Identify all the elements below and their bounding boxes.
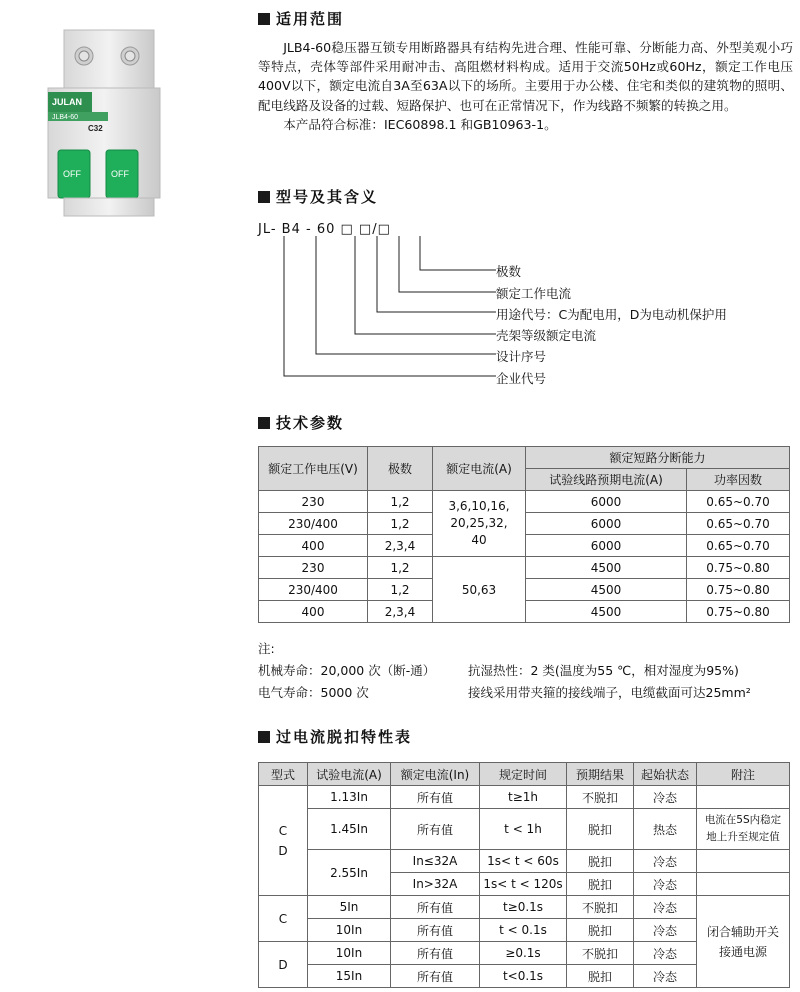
note-line: 电流在5S内稳定 xyxy=(704,814,782,826)
cell-test: 5In xyxy=(308,896,391,919)
bullet-square-icon xyxy=(258,13,270,25)
cell-test: 4500 xyxy=(526,557,687,579)
cell-voltage: 230 xyxy=(259,557,368,579)
model-label-poles: 极数 xyxy=(496,264,522,279)
cell-state: 冷态 xyxy=(634,965,697,988)
cell-result: 不脱扣 xyxy=(567,942,634,965)
th-state: 起始状态 xyxy=(634,763,697,786)
rating-label: C32 xyxy=(88,124,103,133)
trip-characteristics-table xyxy=(258,762,790,988)
cell-result: 不脱扣 xyxy=(567,786,634,809)
cell-current-group1 xyxy=(433,491,526,557)
table-row xyxy=(259,557,790,579)
cell-result: 不脱扣 xyxy=(567,896,634,919)
cell-time: t < 0.1s xyxy=(480,919,567,942)
scope-paragraph xyxy=(258,38,793,134)
cell-rated: 所有值 xyxy=(391,786,480,809)
cell-test: 10In xyxy=(308,942,391,965)
cell-test: 6000 xyxy=(526,535,687,557)
cell-result: 脱扣 xyxy=(567,873,634,896)
cell-test: 6000 xyxy=(526,513,687,535)
th-test-current: 试验电流(A) xyxy=(308,763,391,786)
type-d: D xyxy=(278,843,288,858)
table-row xyxy=(259,809,790,850)
cell-type-cd xyxy=(259,786,308,896)
note-elec-life: 电气寿命：5000 次 xyxy=(258,685,369,700)
cell-state: 热态 xyxy=(634,809,697,850)
off-label-right: OFF xyxy=(111,169,129,179)
cell-poles: 1,2 xyxy=(368,513,433,535)
cell-time: ≥0.1s xyxy=(480,942,567,965)
cell-current-group2: 50,63 xyxy=(433,557,526,623)
model-label-design: 设计序号 xyxy=(496,349,547,364)
cell-pf: 0.65~0.70 xyxy=(687,535,790,557)
tech-params-table xyxy=(258,446,790,623)
cell-state: 冷态 xyxy=(634,786,697,809)
table-row xyxy=(259,896,790,919)
current-line: 20,25,32, xyxy=(450,516,508,530)
type-c: C xyxy=(278,823,288,838)
th-result: 预期结果 xyxy=(567,763,634,786)
cell-rated: 所有值 xyxy=(391,809,480,850)
model-label-usage: 用途代号：C为配电用，D为电动机保护用 xyxy=(496,307,727,322)
th-poles: 极数 xyxy=(368,447,433,491)
section-title-model xyxy=(258,186,378,207)
table-row xyxy=(259,786,790,809)
th-voltage: 额定工作电压(V) xyxy=(259,447,368,491)
circuit-breaker-illustration xyxy=(36,28,176,218)
brand-label: JULAN xyxy=(52,97,83,107)
cell-poles: 2,3,4 xyxy=(368,601,433,623)
note-line: 接通电源 xyxy=(718,944,767,959)
cell-note-empty xyxy=(697,850,790,873)
cell-state: 冷态 xyxy=(634,873,697,896)
cell-note-2 xyxy=(697,896,790,988)
cell-test: 15In xyxy=(308,965,391,988)
notes-row xyxy=(258,660,798,682)
cell-time: 1s< t < 120s xyxy=(480,873,567,896)
cell-pf: 0.75~0.80 xyxy=(687,601,790,623)
table-row xyxy=(259,850,790,873)
cell-time: t≥0.1s xyxy=(480,896,567,919)
bullet-square-icon xyxy=(258,731,270,743)
cell-test: 1.13In xyxy=(308,786,391,809)
cell-state: 冷态 xyxy=(634,919,697,942)
note-terminal: 接线采用带夹箍的接线端子，电缆截面可达25mm² xyxy=(468,685,751,700)
section-title-text: 技术参数 xyxy=(276,414,345,432)
cell-state: 冷态 xyxy=(634,850,697,873)
cell-pf: 0.75~0.80 xyxy=(687,579,790,601)
notes-row xyxy=(258,682,798,704)
cell-result: 脱扣 xyxy=(567,965,634,988)
cell-time: t≥1h xyxy=(480,786,567,809)
cell-voltage: 400 xyxy=(259,601,368,623)
model-label-enterprise: 企业代号 xyxy=(496,371,547,386)
cell-rated: In≤32A xyxy=(391,850,480,873)
note-line: 地上升至规定值 xyxy=(706,831,780,843)
notes-label: 注: xyxy=(258,641,275,656)
cell-poles: 2,3,4 xyxy=(368,535,433,557)
cell-result: 脱扣 xyxy=(567,919,634,942)
bullet-square-icon xyxy=(258,191,270,203)
cell-test: 6000 xyxy=(526,491,687,513)
model-diagram-lines xyxy=(258,236,498,386)
standard-text: 本产品符合标准：IEC60898.1 和GB10963-1。 xyxy=(283,116,557,132)
section-title-trip xyxy=(258,726,412,747)
th-type: 型式 xyxy=(259,763,308,786)
note-humidity: 抗湿热性：2 类(温度为55 ℃，相对湿度为95%) xyxy=(468,663,739,678)
cell-pf: 0.65~0.70 xyxy=(687,491,790,513)
cell-rated: 所有值 xyxy=(391,942,480,965)
cell-type-d: D xyxy=(259,942,308,988)
th-current: 额定电流(A) xyxy=(433,447,526,491)
cell-rated: 所有值 xyxy=(391,965,480,988)
cell-test: 4500 xyxy=(526,601,687,623)
cell-time: 1s< t < 60s xyxy=(480,850,567,873)
section-title-scope xyxy=(258,8,344,29)
cell-test: 4500 xyxy=(526,579,687,601)
cell-pf: 0.65~0.70 xyxy=(687,513,790,535)
model-code: JL- B4 - 60 □ □/□ xyxy=(258,222,391,237)
cell-time: t < 1h xyxy=(480,809,567,850)
notes-block xyxy=(258,638,798,704)
cell-test: 1.45In xyxy=(308,809,391,850)
th-power-factor: 功率因数 xyxy=(687,469,790,491)
section-title-text: 型号及其含义 xyxy=(276,188,379,206)
cell-poles: 1,2 xyxy=(368,557,433,579)
cell-note-empty xyxy=(697,873,790,896)
th-note: 附注 xyxy=(697,763,790,786)
th-breaking: 额定短路分断能力 xyxy=(526,447,790,469)
model-label: JLB4-60 xyxy=(52,114,79,121)
section-title-text: 过电流脱扣特性表 xyxy=(276,728,413,746)
cell-state: 冷态 xyxy=(634,942,697,965)
section-title-tech xyxy=(258,412,344,433)
current-line: 3,6,10,16, xyxy=(448,499,510,513)
cell-voltage: 230 xyxy=(259,491,368,513)
model-label-rated-current: 额定工作电流 xyxy=(496,286,572,301)
current-line: 40 xyxy=(471,533,487,547)
cell-state: 冷态 xyxy=(634,896,697,919)
cell-rated: 所有值 xyxy=(391,919,480,942)
cell-rated: 所有值 xyxy=(391,896,480,919)
cell-voltage: 230/400 xyxy=(259,579,368,601)
cell-voltage: 400 xyxy=(259,535,368,557)
cell-test: 10In xyxy=(308,919,391,942)
cell-result: 脱扣 xyxy=(567,850,634,873)
cell-result: 脱扣 xyxy=(567,809,634,850)
cell-note-empty xyxy=(697,786,790,809)
th-time: 规定时间 xyxy=(480,763,567,786)
product-image xyxy=(36,28,176,218)
cell-type-c: C xyxy=(259,896,308,942)
note-line: 闭合辅助开关 xyxy=(706,924,779,939)
model-label-frame: 壳架等级额定电流 xyxy=(496,328,597,343)
cell-pf: 0.75~0.80 xyxy=(687,557,790,579)
cell-rated: In>32A xyxy=(391,873,480,896)
section-title-text: 适用范围 xyxy=(276,10,345,28)
cell-time: t<0.1s xyxy=(480,965,567,988)
th-rated-current: 额定电流(In) xyxy=(391,763,480,786)
cell-voltage: 230/400 xyxy=(259,513,368,535)
note-mech-life: 机械寿命：20,000 次（断-通） xyxy=(258,663,436,678)
cell-poles: 1,2 xyxy=(368,491,433,513)
scope-text: JLB4-60稳压器互锁专用断路器具有结构先进合理、性能可靠、分断能力高、外型美观小巧等特点，壳体等部件采用耐冲击、高阻燃材料构成。适用于交流50Hz或60Hz，额定工作电压400V以下，额定电流自3A至63A以下的场所。主要用于办公楼、住宅和类似的建筑物的照明、配电线路及设备的过载、短路保护、也可在正常情况下，作为线路不频繁的转换之用。 xyxy=(258,40,793,113)
cell-test: 2.55In xyxy=(308,850,391,896)
th-test-current: 试验线路预期电流(A) xyxy=(526,469,687,491)
table-row xyxy=(259,491,790,513)
cell-note-1 xyxy=(697,809,790,850)
bullet-square-icon xyxy=(258,417,270,429)
off-label-left: OFF xyxy=(63,169,81,179)
cell-poles: 1,2 xyxy=(368,579,433,601)
